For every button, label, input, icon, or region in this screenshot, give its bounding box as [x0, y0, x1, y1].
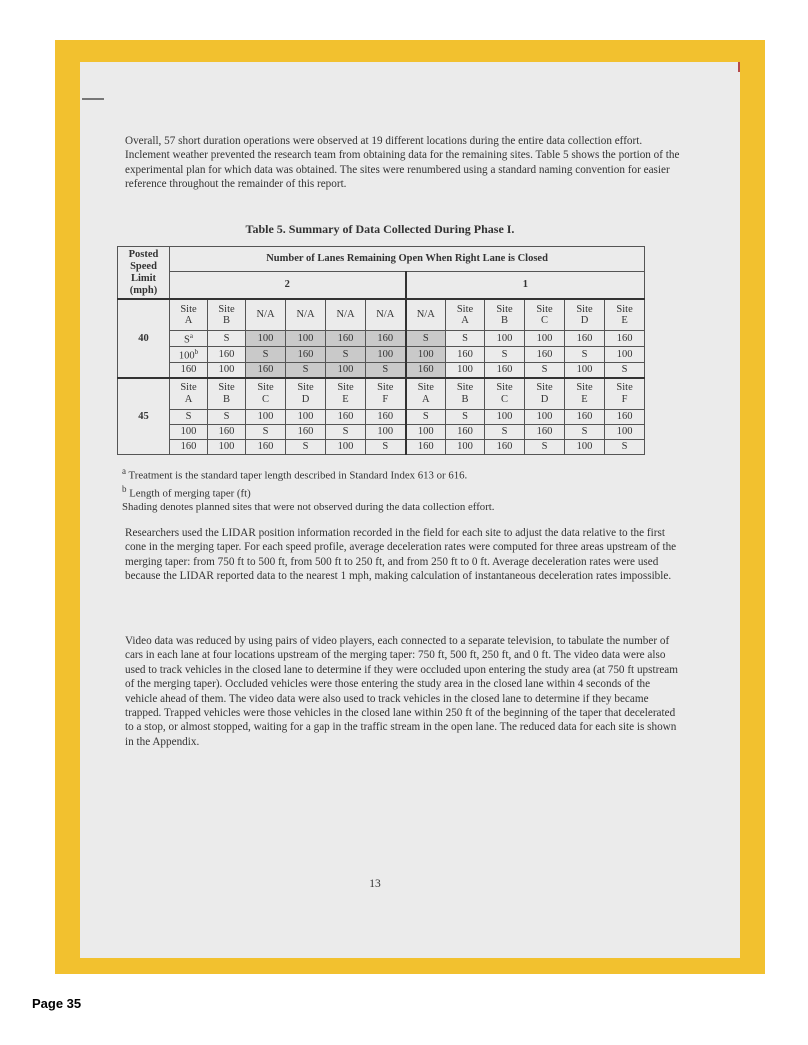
speed-45-block — [118, 378, 645, 455]
data-cell: 100 — [246, 409, 286, 424]
data-cell: S — [525, 439, 565, 454]
data-row — [118, 439, 645, 454]
lidar-paragraph: Researchers used the LIDAR position information recorded in the field for each site to adjust the data relative to the first cone in the merging taper. For each speed profile, average deceleration rates were computed for three areas upstream of the merging taper: from 750 ft to 500 ft, from 500 ft to 250 ft, and from 250 ft to 0 ft. Average deceleration rates were used because the LIDAR reported data to the nearest 1 mph, making calculation of instantaneous deceleration rates impossible. — [125, 527, 677, 583]
data-cell: 160 — [565, 409, 605, 424]
data-cell: S — [605, 439, 645, 454]
site-name-cell: Site A — [446, 299, 485, 331]
site-name-cell: Site E — [565, 378, 605, 410]
site-name-cell: Site C — [525, 299, 565, 331]
table-notes — [122, 465, 682, 515]
site-name-cell: Site B — [485, 299, 525, 331]
data-cell: S — [605, 362, 645, 378]
data-cell: 160 — [366, 331, 406, 347]
data-cell: 100 — [170, 424, 208, 439]
data-cell: 100 — [565, 439, 605, 454]
data-cell: S — [286, 439, 326, 454]
data-cell: 160 — [485, 362, 525, 378]
data-cell: S — [485, 424, 525, 439]
site-name-cell: Site A — [406, 378, 446, 410]
data-cell: 100$^b$ — [170, 346, 208, 362]
data-cell: 100 — [525, 409, 565, 424]
data-cell: S — [565, 346, 605, 362]
data-row — [118, 346, 645, 362]
data-cell: S — [565, 424, 605, 439]
group-1-lane: 1 — [406, 272, 645, 300]
data-cell: 160 — [525, 346, 565, 362]
site-name-cell: Site B — [208, 299, 246, 331]
data-cell: 100 — [446, 362, 485, 378]
data-cell: 100 — [565, 362, 605, 378]
data-cell: 160 — [326, 409, 366, 424]
data-cell: S — [366, 362, 406, 378]
shading-note: Shading denotes planned sites that were not observed during the data collection effort. — [122, 501, 495, 514]
site-name-cell: Site A — [170, 299, 208, 331]
site-name-cell: Site C — [246, 378, 286, 410]
data-cell: 100 — [605, 346, 645, 362]
data-cell: 160 — [366, 409, 406, 424]
page-number: 13 — [369, 878, 381, 890]
data-cell: 100 — [286, 409, 326, 424]
video-paragraph: Video data was reduced by using pairs of video players, each connected to a separate television, to tabulate the number of cars in each lane at four locations upstream of the merging taper: 750 ft, 500 ft, 250 ft, and 0 ft. The video data were also used to track vehicles in the closed lane to determine if they were occluded upon entering the study area (at 750 ft upstream of the merging taper). Occluded vehicles were those entering the study area in the closed lane within 4 seconds of the vehicle ahead of them. The video data were also used to track vehicles in the closed lane to determine if they became trapped. Trapped vehicles were those vehicles in the closed lane within 250 ft of the beginning of the taper that decelerated to a stop, or almost stopped, waiting for a gap in the traffic stream in the open lane. The reduced data for each site is shown in the Appendix. — [125, 635, 678, 748]
data-row — [118, 362, 645, 378]
data-cell: 100 — [326, 439, 366, 454]
data-cell: 100 — [366, 424, 406, 439]
data-cell: 160 — [208, 346, 246, 362]
site-name-cell: Site B — [208, 378, 246, 410]
data-cell: S — [326, 424, 366, 439]
data-cell: S — [406, 331, 446, 347]
data-cell: S — [485, 346, 525, 362]
data-cell: $S^a$ — [170, 331, 208, 347]
data-cell: S — [170, 409, 208, 424]
data-cell: 160 — [605, 331, 645, 347]
data-cell: S — [446, 331, 485, 347]
speed-40-block — [118, 299, 645, 378]
speed-cell: 40 — [118, 299, 170, 378]
data-cell: 100 — [605, 424, 645, 439]
data-cell: 100 — [208, 362, 246, 378]
data-cell: 160 — [246, 439, 286, 454]
site-name-cell: N/A — [406, 299, 446, 331]
site-name-row — [118, 378, 645, 410]
site-name-row — [118, 299, 645, 331]
page-footer: Page 35 — [32, 996, 82, 1011]
data-cell: 160 — [170, 439, 208, 454]
data-cell: 160 — [286, 424, 326, 439]
data-cell: 100 — [406, 346, 446, 362]
data-cell: 160 — [208, 424, 246, 439]
site-name-cell: Site C — [485, 378, 525, 410]
data-cell: S — [446, 409, 485, 424]
data-cell: S — [326, 346, 366, 362]
data-cell: S — [246, 424, 286, 439]
data-cell: 160 — [565, 331, 605, 347]
speed-cell: 45 — [118, 378, 170, 455]
site-name-cell: N/A — [326, 299, 366, 331]
table-caption: Table 5. Summary of Data Collected During Phase I. — [245, 222, 515, 236]
data-cell: S — [208, 331, 246, 347]
data-cell: S — [286, 362, 326, 378]
footnote-b: $^b$ Length of merging taper (ft) — [122, 484, 251, 500]
site-name-cell: N/A — [366, 299, 406, 331]
data-cell: S — [525, 362, 565, 378]
site-name-cell: N/A — [246, 299, 286, 331]
data-cell: S — [366, 439, 406, 454]
data-cell: 160 — [446, 424, 485, 439]
data-cell: 100 — [406, 424, 446, 439]
data-cell: 160 — [406, 439, 446, 454]
data-cell: 100 — [485, 409, 525, 424]
group-2-lanes: 2 — [170, 272, 406, 300]
site-name-cell: N/A — [286, 299, 326, 331]
data-cell: 100 — [366, 346, 406, 362]
site-name-cell: Site A — [170, 378, 208, 410]
data-cell: 160 — [406, 362, 446, 378]
data-cell: 160 — [605, 409, 645, 424]
data-cell: 100 — [326, 362, 366, 378]
data-row — [118, 424, 645, 439]
data-cell: 160 — [326, 331, 366, 347]
site-name-cell: Site F — [605, 378, 645, 410]
data-cell: S — [246, 346, 286, 362]
data-cell: 100 — [286, 331, 326, 347]
data-cell: 100 — [208, 439, 246, 454]
site-name-cell: Site D — [286, 378, 326, 410]
scan-edge-mark — [738, 62, 740, 72]
site-name-cell: Site F — [366, 378, 406, 410]
site-name-cell: Site B — [446, 378, 485, 410]
site-name-cell: Site E — [605, 299, 645, 331]
data-table — [117, 246, 645, 455]
site-name-cell: Site D — [525, 378, 565, 410]
intro-paragraph: Overall, 57 short duration operations were observed at 19 different locations during the entire data collection effort. Inclement weather prevented the research team from obtaining data for the remaining sites. Table 5 shows the portion of the experimental plan for which data was obtained. The sites were renumbered using a standard naming convention for easier reference throughout the remainder of this report. — [125, 135, 680, 191]
data-cell: 100 — [246, 331, 286, 347]
footnote-a: $^a$ Treatment is the standard taper length described in Standard Index 613 or 616. — [122, 466, 468, 482]
data-row — [118, 331, 645, 347]
posted-speed-header: Posted Speed Limit (mph) — [118, 247, 170, 300]
scanned-page — [80, 62, 740, 958]
lanes-open-header: Number of Lanes Remaining Open When Right Lane is Closed — [170, 247, 645, 272]
data-cell: 100 — [446, 439, 485, 454]
site-name-cell: Site E — [326, 378, 366, 410]
data-row — [118, 409, 645, 424]
data-cell: 160 — [446, 346, 485, 362]
lane-group-row — [118, 272, 645, 300]
data-cell: 160 — [525, 424, 565, 439]
data-cell: 160 — [286, 346, 326, 362]
data-cell: S — [208, 409, 246, 424]
header-row — [118, 247, 645, 272]
data-cell: 160 — [485, 439, 525, 454]
data-cell: 160 — [246, 362, 286, 378]
data-cell: S — [406, 409, 446, 424]
scan-mark — [82, 98, 104, 100]
site-name-cell: Site D — [565, 299, 605, 331]
data-cell: 160 — [170, 362, 208, 378]
data-cell: 100 — [525, 331, 565, 347]
data-cell: 100 — [485, 331, 525, 347]
